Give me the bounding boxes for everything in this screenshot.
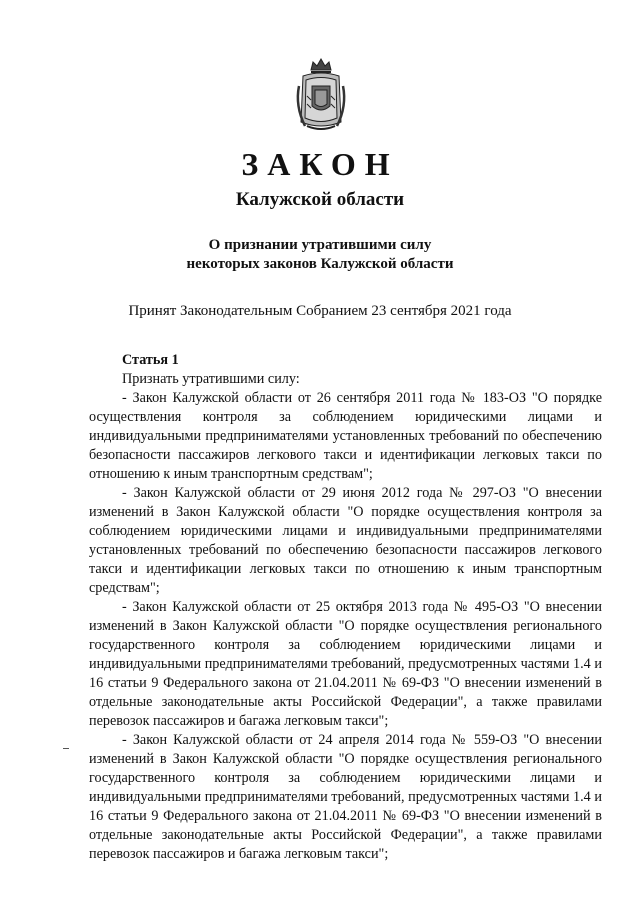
article-body: [89, 351, 602, 864]
article-heading: Статья 1: [122, 352, 179, 368]
repealed-law-item: - Закон Калужской области от 25 октября 2013 года № 495-ОЗ "О внесении изменений в Закон Калужской области "О порядке осуществления регионального государственного контроля за соблюдением юридическими лицами и индивидуальными предпринимателями требований, предусмотренных частями 1.4 и 16 статьи 9 Федерального закона от 21.04.2011 № 69-ФЗ "О внесении изменений в отдельные законодательные акты Российской Федерации", а также правилами перевозок пассажиров и багажа легковым такси";: [89, 599, 602, 729]
coat-of-arms-emblem: [291, 56, 351, 134]
margin-mark: [63, 748, 69, 749]
law-subject-line: некоторых законов Калужской области: [186, 256, 454, 272]
region-name: Калужской области: [235, 189, 405, 210]
law-subject-line: О признании утратившими силу: [208, 237, 432, 253]
document-title: ЗАКОН: [241, 146, 399, 182]
repealed-law-item: - Закон Калужской области от 26 сентября 2011 года № 183-ОЗ "О порядке осуществления контроля за соблюдением юридическими лицами и индивидуальными предпринимателями установленных требований по обеспечению безопасности пассажиров легкового такси и идентификации легковых такси по отношению к иным транспортным средствам";: [89, 390, 602, 482]
adoption-date-line: Принят Законодательным Собранием 23 сентября 2021 года: [128, 303, 512, 319]
article-intro: Признать утратившими силу:: [122, 371, 300, 387]
repealed-law-item: - Закон Калужской области от 24 апреля 2014 года № 559-ОЗ "О внесении изменений в Закон Калужской области "О порядке осуществления регионального государственного контроля за соблюдением юридическими лицами и индивидуальными предпринимателями требований, предусмотренных частями 1.4 и 16 статьи 9 Федерального закона от 21.04.2011 № 69-ФЗ "О внесении изменений в отдельные законодательные акты Российской Федерации", а также правилами перевозок пассажиров и багажа легковым такси";: [89, 732, 602, 862]
repealed-law-item: - Закон Калужской области от 29 июня 2012 года № 297-ОЗ "О внесении изменений в Закон Калужской области "О порядке осуществления контроля за соблюдением юридическими лицами и индивидуальными предпринимателями установленных требований по обеспечению безопасности пассажиров легкового такси и идентификации легковых такси по отношению к иным транспортным средствам";: [89, 485, 602, 596]
law-subject: [0, 236, 640, 274]
